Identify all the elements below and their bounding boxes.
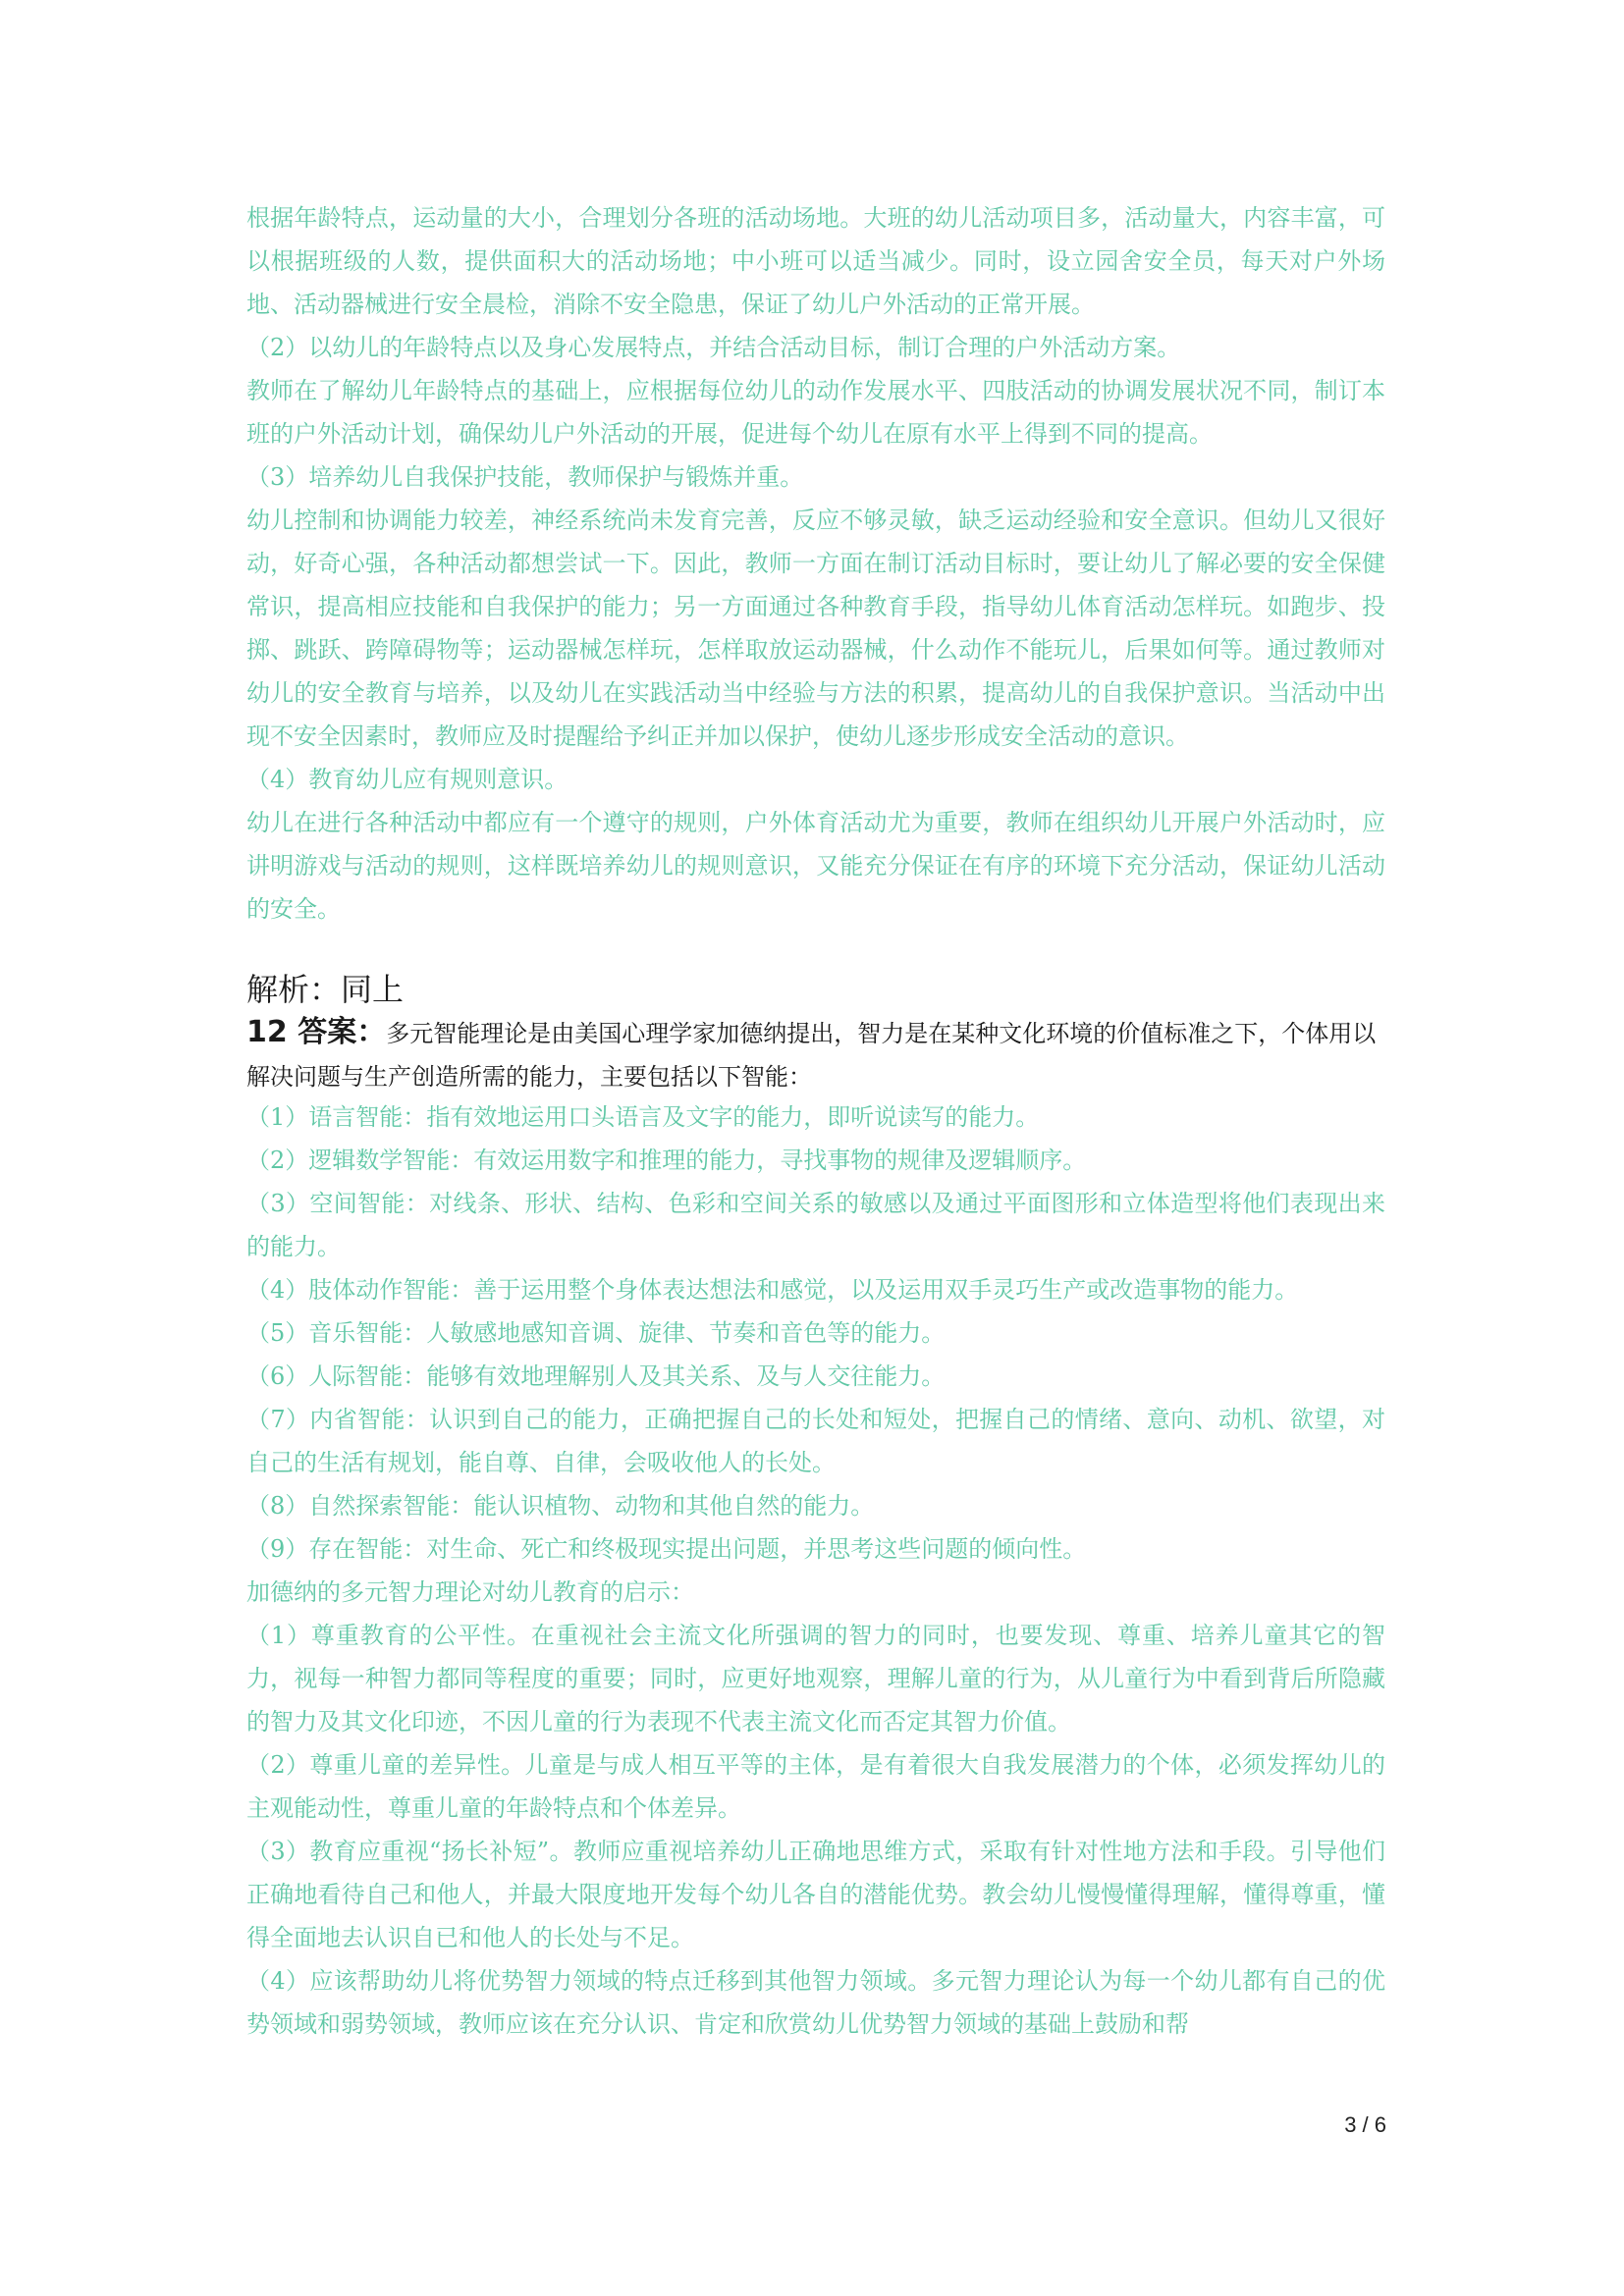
answer-continuation-block bbox=[246, 196, 1385, 931]
list-item: （1）语言智能：指有效地运用口头语言及文字的能力，即听说读写的能力。 bbox=[246, 1103, 1040, 1131]
paragraph: 幼儿在进行各种活动中都应有一个遵守的规则，户外体育活动尤为重要，教师在组织幼儿开展户外活动时，应讲明游戏与活动的规则，这样既培养幼儿的规则意识，又能充分保证在有序的环境下充分活动，保证幼儿活动的安全。 bbox=[246, 809, 1385, 923]
paragraph: 幼儿控制和协调能力较差，神经系统尚未发育完善，反应不够灵敏，缺乏运动经验和安全意识。但幼儿又很好动，好奇心强，各种活动都想尝试一下。因此，教师一方面在制订活动目标时，要让幼儿了解必要的安全保健常识，提高相应技能和自我保护的能力；另一方面通过各种教育手段，指导幼儿体育活动怎样玩。如跑步、投掷、跳跃、跨障碍物等；运动器械怎样玩，怎样取放运动器械，什么动作不能玩儿，后果如何等。通过教师对幼儿的安全教育与培养，以及幼儿在实践活动当中经验与方法的积累，提高幼儿的自我保护意识。当活动中出现不安全因素时，教师应及时提醒给予纠正并加以保护，使幼儿逐步形成安全活动的意识。 bbox=[246, 507, 1385, 750]
list-item: （4）应该帮助幼儿将优势智力领域的特点迁移到其他智力领域。多元智力理论认为每一个幼儿都有自己的优势领域和弱势领域，教师应该在充分认识、肯定和欣赏幼儿优势智力领域的基础上鼓励和帮 bbox=[246, 1967, 1385, 2038]
list-item: （2）逻辑数学智能：有效运用数字和推理的能力，寻找事物的规律及逻辑顺序。 bbox=[246, 1147, 1087, 1174]
paragraph: （4）教育幼儿应有规则意识。 bbox=[246, 766, 568, 793]
list-item: （4）肢体动作智能：善于运用整个身体表达想法和感觉，以及运用双手灵巧生产或改造事物的能力。 bbox=[246, 1276, 1299, 1304]
list-item: （9）存在智能：对生命、死亡和终极现实提出问题，并思考这些问题的倾向性。 bbox=[246, 1535, 1087, 1563]
page-number: 3 / 6 bbox=[1344, 2112, 1386, 2137]
answer-12-intro bbox=[246, 1011, 1385, 1098]
list-item: （7）内省智能：认识到自己的能力，正确把握自己的长处和短处，把握自己的情绪、意向、动机、欲望，对自己的生活有规划，能自尊、自律，会吸收他人的长处。 bbox=[246, 1406, 1385, 1476]
list-item: （1）尊重教育的公平性。在重视社会主流文化所强调的智力的同时，也要发现、尊重、培养儿童其它的智力，视每一种智力都同等程度的重要；同时，应更好地观察，理解儿童的行为，从儿童行为中看到背后所隐藏的智力及其文化印迹，不因儿童的行为表现不代表主流文化而否定其智力价值。 bbox=[246, 1622, 1385, 1735]
list-item: （3）教育应重视“扬长补短”。教师应重视培养幼儿正确地思维方式，采取有针对性地方法和手段。引导他们正确地看待自己和他人，并最大限度地开发每个幼儿各自的潜能优势。教会幼儿慢慢懂得理解，懂得尊重，懂得全面地去认识自已和他人的长处与不足。 bbox=[246, 1838, 1385, 1951]
paragraph: 加德纳的多元智力理论对幼儿教育的启示： bbox=[246, 1578, 694, 1606]
paragraph: 根据年龄特点，运动量的大小，合理划分各班的活动场地。大班的幼儿活动项目多，活动量大，内容丰富，可以根据班级的人数，提供面积大的活动场地；中小班可以适当减少。同时，设立园舍安全员，每天对户外场地、活动器械进行安全晨检，消除不安全隐患，保证了幼儿户外活动的正常开展。 bbox=[246, 204, 1385, 318]
list-item: （3）空间智能：对线条、形状、结构、色彩和空间关系的敏感以及通过平面图形和立体造型将他们表现出来的能力。 bbox=[246, 1190, 1385, 1260]
paragraph: （3）培养幼儿自我保护技能，教师保护与锻炼并重。 bbox=[246, 463, 804, 491]
answer-12-text: 多元智能理论是由美国心理学家加德纳提出，智力是在某种文化环境的价值标准之下，个体用以解决问题与生产创造所需的能力，主要包括以下智能： bbox=[246, 1020, 1377, 1091]
answer-12-list bbox=[246, 1095, 1385, 2046]
list-item: （5）音乐智能：人敏感地感知音调、旋律、节奏和音色等的能力。 bbox=[246, 1319, 946, 1347]
list-item: （6）人际智能：能够有效地理解别人及其关系、及与人交往能力。 bbox=[246, 1362, 946, 1390]
list-item: （2）尊重儿童的差异性。儿童是与成人相互平等的主体，是有着很大自我发展潜力的个体，必须发挥幼儿的主观能动性，尊重儿童的年龄特点和个体差异。 bbox=[246, 1751, 1385, 1822]
paragraph: （2）以幼儿的年龄特点以及身心发展特点，并结合活动目标，制订合理的户外活动方案。 bbox=[246, 334, 1181, 361]
analysis-heading: 解析：同上 bbox=[246, 971, 405, 1008]
paragraph: 教师在了解幼儿年龄特点的基础上，应根据每位幼儿的动作发展水平、四肢活动的协调发展状况不同，制订本班的户外活动计划，确保幼儿户外活动的开展，促进每个幼儿在原有水平上得到不同的提高。 bbox=[246, 377, 1385, 448]
list-item: （8）自然探索智能：能认识植物、动物和其他自然的能力。 bbox=[246, 1492, 875, 1520]
answer-12-label: 12 答案： bbox=[246, 1015, 387, 1049]
